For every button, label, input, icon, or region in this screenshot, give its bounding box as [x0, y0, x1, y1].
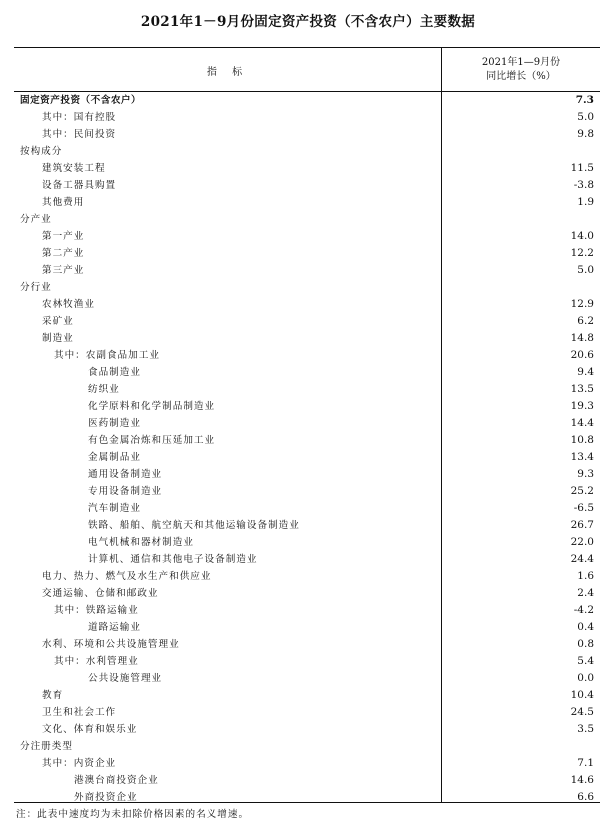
row-label: 电力、热力、燃气及水生产和供应业 — [42, 571, 212, 582]
table-row — [14, 602, 600, 619]
row-value: 0.4 — [577, 621, 594, 633]
table-row — [14, 704, 600, 721]
row-label: 文化、体育和娱乐业 — [42, 724, 138, 735]
table-row — [14, 347, 600, 364]
row-label: 制造业 — [42, 333, 74, 344]
table-row — [14, 755, 600, 772]
table-row — [14, 551, 600, 568]
row-value: 14.6 — [570, 774, 594, 786]
row-label: 卫生和社会工作 — [42, 707, 117, 718]
row-label: 医药制造业 — [88, 418, 141, 429]
row-label: 有色金属冶炼和压延加工业 — [88, 435, 216, 446]
header-value — [442, 56, 600, 84]
row-label: 分行业 — [20, 282, 52, 293]
row-label: 通用设备制造业 — [88, 469, 163, 480]
row-value: 24.5 — [570, 706, 594, 718]
row-value: 11.5 — [570, 162, 594, 174]
row-label: 按构成分 — [20, 146, 63, 157]
row-label: 汽车制造业 — [88, 503, 141, 514]
table-row — [14, 687, 600, 704]
row-value: 13.4 — [570, 451, 594, 463]
header-value-unit: 同比增长（%） — [486, 71, 556, 82]
row-value: 1.9 — [577, 196, 594, 208]
row-value: 13.5 — [570, 383, 594, 395]
row-label: 化学原料和化学制品制造业 — [88, 401, 216, 412]
row-value: 6.6 — [577, 791, 594, 803]
row-label: 固定资产投资（不含农户） — [20, 95, 142, 106]
table-row — [14, 364, 600, 381]
table-row — [14, 670, 600, 687]
row-label: 其中：水利管理业 — [54, 656, 139, 667]
table-row — [14, 466, 600, 483]
row-label: 食品制造业 — [88, 367, 141, 378]
table-row — [14, 500, 600, 517]
row-value: 26.7 — [570, 519, 594, 531]
row-label: 其他费用 — [42, 197, 85, 208]
header-indicator: 指 标 — [206, 67, 249, 78]
row-label: 农林牧渔业 — [42, 299, 95, 310]
table-row — [14, 636, 600, 653]
table-row — [14, 534, 600, 551]
row-value: 24.4 — [570, 553, 594, 565]
table-row — [14, 177, 600, 194]
table-row — [14, 245, 600, 262]
row-value: 6.2 — [577, 315, 594, 327]
row-label: 其中：内资企业 — [42, 758, 117, 769]
row-label: 金属制品业 — [88, 452, 141, 463]
table-row — [14, 653, 600, 670]
table-row — [14, 92, 600, 109]
row-value: 14.8 — [570, 332, 594, 344]
row-value: 2.4 — [577, 587, 594, 599]
row-value: 10.8 — [570, 434, 594, 446]
table-row — [14, 721, 600, 738]
row-value: 5.0 — [577, 264, 594, 276]
row-label: 第一产业 — [42, 231, 85, 242]
row-value: 12.9 — [570, 298, 594, 310]
table-top-rule — [14, 47, 600, 48]
table-row — [14, 262, 600, 279]
row-value: 5.4 — [577, 655, 594, 667]
page-title: 2021年1－9月份固定资产投资（不含农户）主要数据 — [140, 14, 476, 30]
row-label: 其中：国有控股 — [42, 112, 117, 123]
table-row — [14, 483, 600, 500]
table-row — [14, 568, 600, 585]
row-label: 其中：民间投资 — [42, 129, 117, 140]
row-value: 14.4 — [570, 417, 594, 429]
row-label: 分注册类型 — [20, 741, 73, 752]
row-label: 专用设备制造业 — [88, 486, 163, 497]
row-value: 19.3 — [570, 400, 594, 412]
row-value: -3.8 — [573, 179, 594, 191]
row-label: 其中：铁路运输业 — [54, 605, 139, 616]
table-row — [14, 398, 600, 415]
table-row — [14, 109, 600, 126]
table-row — [14, 160, 600, 177]
row-label: 计算机、通信和其他电子设备制造业 — [88, 554, 258, 565]
row-label: 交通运输、仓储和邮政业 — [42, 588, 159, 599]
row-value: 22.0 — [570, 536, 594, 548]
row-label: 港澳台商投资企业 — [74, 775, 159, 786]
table-row — [14, 432, 600, 449]
row-label: 外商投资企业 — [74, 792, 138, 803]
row-value: 3.5 — [577, 723, 594, 735]
header-value-period: 2021年1—9月份 — [481, 57, 561, 68]
row-label: 铁路、船舶、航空航天和其他运输设备制造业 — [88, 520, 300, 531]
row-value: 25.2 — [570, 485, 594, 497]
table-row — [14, 228, 600, 245]
table-row — [14, 381, 600, 398]
row-value: 5.0 — [577, 111, 594, 123]
row-label: 第二产业 — [42, 248, 85, 259]
table-row — [14, 772, 600, 789]
table-row — [14, 449, 600, 466]
row-label: 教育 — [42, 690, 64, 701]
row-label: 纺织业 — [88, 384, 120, 395]
table-row — [14, 619, 600, 636]
table-row — [14, 143, 600, 160]
row-label: 水利、环境和公共设施管理业 — [42, 639, 180, 650]
row-label: 分产业 — [20, 214, 52, 225]
row-value: 9.8 — [577, 128, 594, 140]
row-label: 其中：农副食品加工业 — [54, 350, 160, 361]
table-row — [14, 585, 600, 602]
row-label: 设备工器具购置 — [42, 180, 117, 191]
row-value: 9.4 — [577, 366, 594, 378]
table-row — [14, 415, 600, 432]
row-value: 14.0 — [570, 230, 594, 242]
table-row — [14, 738, 600, 755]
row-value: 7.1 — [577, 757, 594, 769]
row-value: 1.6 — [577, 570, 594, 582]
table-row — [14, 126, 600, 143]
row-value: 20.6 — [570, 349, 594, 361]
table-row — [14, 296, 600, 313]
footnote: 注：此表中速度均为未扣除价格因素的名义增速。 — [16, 809, 250, 820]
table-row — [14, 330, 600, 347]
table-row — [14, 211, 600, 228]
row-value: 7.3 — [575, 94, 594, 106]
table-row — [14, 279, 600, 296]
row-value: 0.8 — [577, 638, 594, 650]
row-value: 10.4 — [570, 689, 594, 701]
row-value: 9.3 — [577, 468, 594, 480]
row-label: 公共设施管理业 — [88, 673, 163, 684]
table-row — [14, 517, 600, 534]
row-label: 电气机械和器材制造业 — [88, 537, 194, 548]
row-label: 第三产业 — [42, 265, 85, 276]
row-label: 建筑安装工程 — [42, 163, 106, 174]
data-table — [14, 47, 600, 802]
table-bottom-rule — [14, 802, 600, 803]
table-row — [14, 789, 600, 806]
row-value: 12.2 — [570, 247, 594, 259]
row-value: -6.5 — [573, 502, 594, 514]
row-label: 道路运输业 — [88, 622, 141, 633]
row-label: 采矿业 — [42, 316, 74, 327]
row-value: -4.2 — [573, 604, 594, 616]
table-row — [14, 313, 600, 330]
table-row — [14, 194, 600, 211]
row-value: 0.0 — [577, 672, 594, 684]
